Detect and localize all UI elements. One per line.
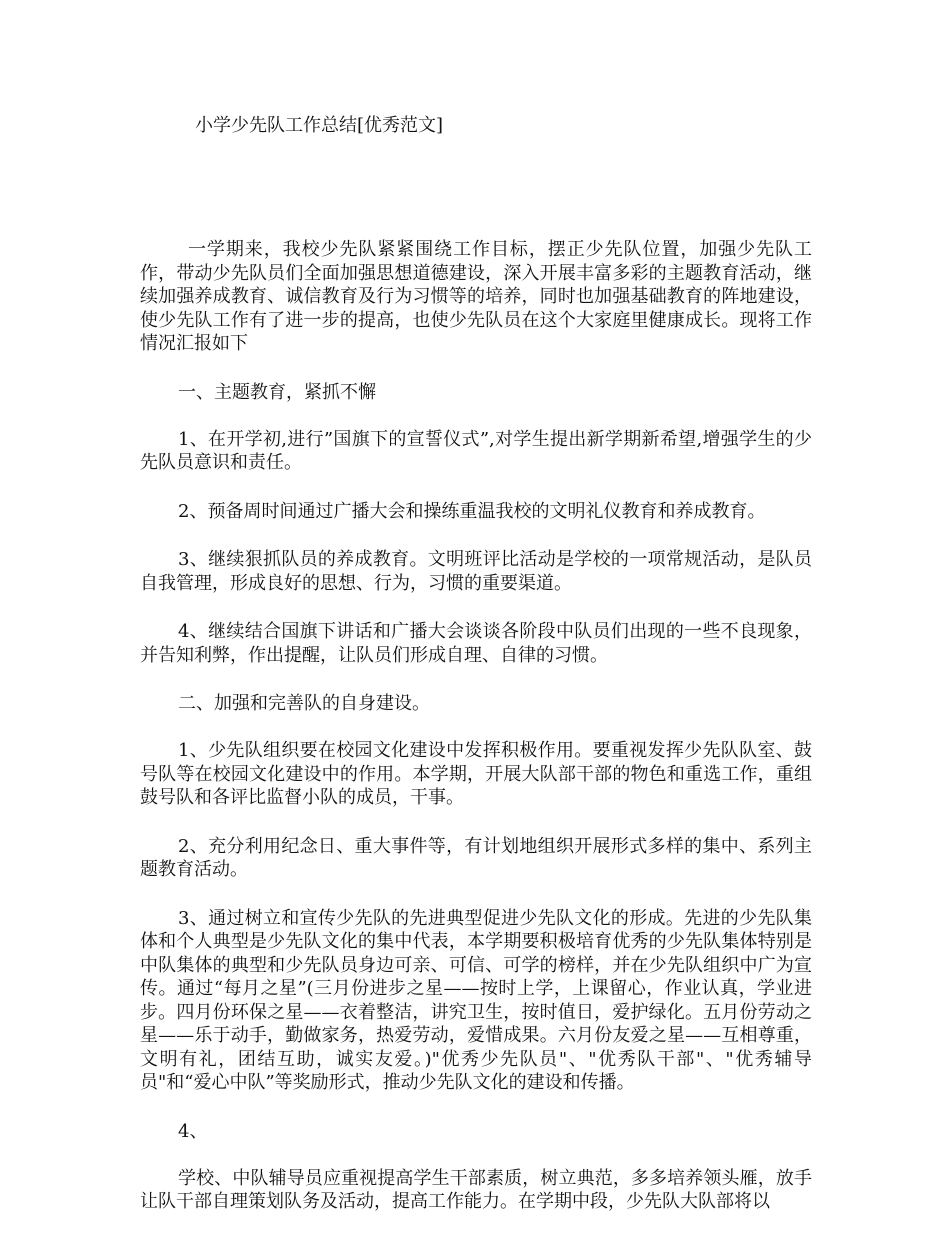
section-1-item-2: 2、预备周时间通过广播大会和操练重温我校的文明礼仪教育和养成教育。 bbox=[178, 500, 766, 522]
section-2-item-4-number: 4、 bbox=[178, 1120, 208, 1142]
section-1-item-3: 3、继续狠抓队员的养成教育。文明班评比活动是学校的一项常规活动，是队员自我管理，形成良好的思想、行为，习惯的重要渠道。 bbox=[140, 549, 812, 594]
document-body bbox=[140, 238, 812, 1239]
document-title: 小学少先队工作总结[优秀范文] bbox=[195, 115, 444, 136]
section-2-heading: 二、加强和完善队的自身建设。 bbox=[178, 693, 430, 714]
section-2-item-1: 1、少先队组织要在校园文化建设中发挥积极作用。要重视发挥少先队队室、鼓号队等在校园文化建设中的作用。本学期，开展大队部干部的物色和重选工作，重组鼓号队和各评比监督小队的成员，干事。 bbox=[140, 740, 812, 808]
intro-paragraph: 一学期来，我校少先队紧紧围绕工作目标，摆正少先队位置，加强少先队工作，带动少先队员们全面加强思想道德建设，深入开展丰富多彩的主题教育活动，继续加强养成教育、诚信教育及行为习惯等的培养，同时也加强基础教育的阵地建设，使少先队工作有了进一步的提高，也使少先队员在这个大家庭里健康成长。现将工作情况汇报如下 bbox=[140, 239, 812, 354]
section-2-item-4-text: 学校、中队辅导员应重视提高学生干部素质，树立典范，多多培养领头雁，放手让队干部自理策划队务及活动，提高工作能力。在学期中段，少先队大队部将以 bbox=[140, 1167, 812, 1212]
section-1-heading: 一、主题教育，紧抓不懈 bbox=[178, 381, 376, 403]
section-1-item-4: 4、继续结合国旗下讲话和广播大会谈谈各阶段中队员们出现的一些不良现象，并告知利弊，作出提醒，让队员们形成自理、自律的习惯。 bbox=[140, 621, 812, 666]
section-2-item-3: 3、通过树立和宣传少先队的先进典型促进少先队文化的形成。先进的少先队集体和个人典型是少先队文化的集中代表，本学期要积极培育优秀的少先队集体特别是中队集体的典型和少先队员身边可亲、可信、可学的榜样，并在少先队组织中广为宣传。通过“每月之星”(三月份进步之星——按时上学，上课留心，作业认真，学业进步。四月份环保之星——衣着整洁，讲究卫生，按时值日，爱护绿化。五月份劳动之星——乐于动手，勤做家务，热爱劳动，爱惜成果。六月份友爱之星——互相尊重，文明有礼，团结互助，诚实友爱。)"优秀少先队员"、"优秀队干部"、"优秀辅导员"和“爱心中队”等奖励形式，推动少先队文化的建设和传播。 bbox=[140, 907, 812, 1093]
section-2-item-2: 2、充分利用纪念日、重大事件等，有计划地组织开展形式多样的集中、系列主题教育活动。 bbox=[140, 835, 812, 880]
section-1-item-1: 1、在开学初,进行”国旗下的宣誓仪式”,对学生提出新学期新希望,增强学生的少先队员意识和责任。 bbox=[140, 428, 812, 473]
